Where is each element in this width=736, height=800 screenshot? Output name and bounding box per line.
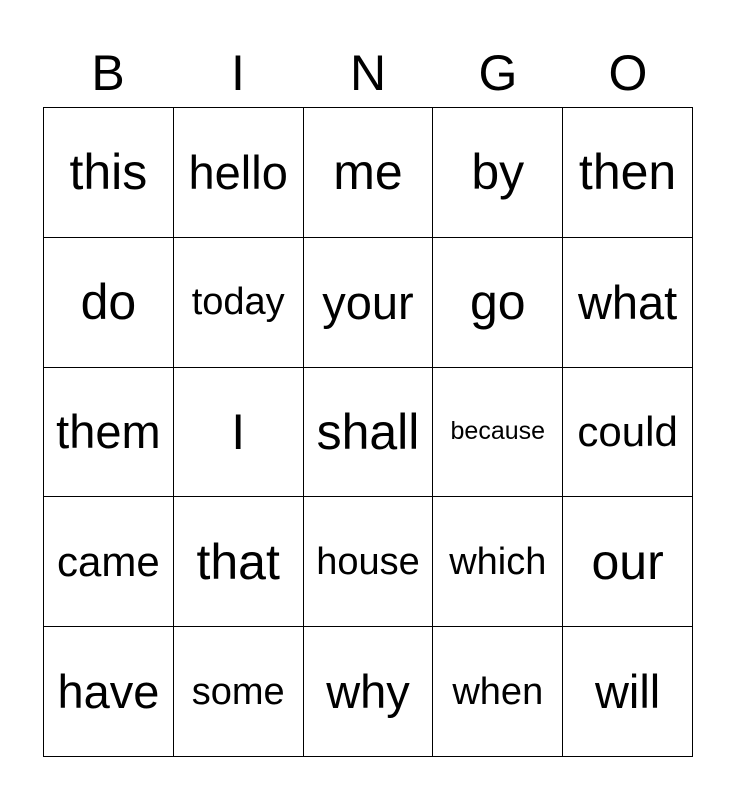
bingo-cell[interactable]: when xyxy=(433,627,563,757)
bingo-cell[interactable]: your xyxy=(304,238,434,368)
bingo-cell[interactable]: me xyxy=(304,108,434,238)
bingo-cell[interactable]: which xyxy=(433,497,563,627)
bingo-cell[interactable]: that xyxy=(174,497,304,627)
bingo-cell[interactable]: why xyxy=(304,627,434,757)
header-letter-o: O xyxy=(608,45,648,101)
bingo-header xyxy=(43,40,693,106)
bingo-cell[interactable]: have xyxy=(44,627,174,757)
bingo-cell[interactable]: this xyxy=(44,108,174,238)
bingo-cell[interactable]: will xyxy=(563,627,693,757)
header-letter-n: N xyxy=(349,45,387,101)
bingo-cell[interactable]: came xyxy=(44,497,174,627)
bingo-cell[interactable]: go xyxy=(433,238,563,368)
bingo-cell[interactable]: house xyxy=(304,497,434,627)
bingo-cell[interactable]: then xyxy=(563,108,693,238)
bingo-cell[interactable]: them xyxy=(44,368,174,498)
bingo-cell[interactable]: what xyxy=(563,238,693,368)
bingo-cell[interactable]: could xyxy=(563,368,693,498)
bingo-cell[interactable]: shall xyxy=(304,368,434,498)
bingo-cell[interactable]: do xyxy=(44,238,174,368)
bingo-cell[interactable]: hello xyxy=(174,108,304,238)
header-letter-g: G xyxy=(478,45,518,101)
header-letter-b: B xyxy=(91,45,125,101)
bingo-cell[interactable]: today xyxy=(174,238,304,368)
bingo-board xyxy=(43,107,693,757)
bingo-cell[interactable]: because xyxy=(433,368,563,498)
bingo-cell[interactable]: by xyxy=(433,108,563,238)
bingo-cell[interactable]: I xyxy=(174,368,304,498)
bingo-cell[interactable]: some xyxy=(174,627,304,757)
bingo-cell[interactable]: our xyxy=(563,497,693,627)
header-letter-i: I xyxy=(231,45,245,101)
